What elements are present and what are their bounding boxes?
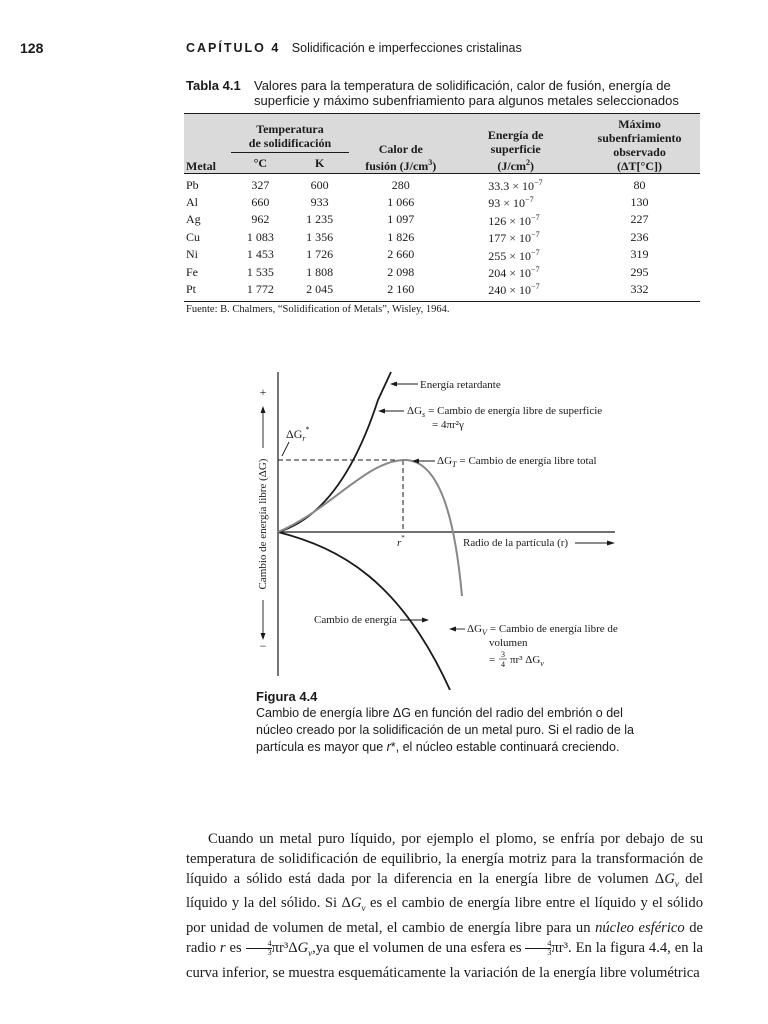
th-kelvin: K: [314, 156, 325, 170]
label-volume-frac-den: 4: [501, 660, 505, 669]
cell-metal: Fe: [186, 264, 198, 279]
th-metal: Metal: [186, 159, 216, 173]
fraction: $\frac{4}{3}$: [525, 940, 551, 957]
delta-g-star-label: $\Delta G_r^*$: [286, 425, 310, 443]
cell-heat: 1 066: [387, 194, 415, 209]
label-total-energy: $\Delta G_T$ = Cambio de energía libre total: [437, 455, 597, 469]
cell-metal: Pt: [186, 281, 197, 296]
table-caption-text: Valores para la temperatura de solidificación, calor de fusión, energía de superficie y máximo subenfriamiento para algunos metales seleccionados: [254, 78, 679, 108]
cell-celsius: 327: [251, 177, 270, 192]
cell-max: 236: [630, 229, 649, 244]
chapter-label: CAPÍTULO 4: [186, 41, 281, 55]
cell-kelvin: 600: [310, 177, 329, 192]
surface-energy-curve: [278, 372, 391, 532]
y-minus-sign: −: [259, 639, 267, 653]
cell-metal: Al: [186, 194, 198, 209]
cell-kelvin: 2 045: [306, 281, 334, 296]
arrow-head-icon: [607, 541, 615, 546]
y-axis-label: Cambio de energía libre (ΔG): [257, 458, 269, 590]
cell-celsius: 962: [251, 212, 270, 227]
cell-heat: 2 160: [387, 281, 415, 296]
cell-heat: 2 660: [387, 247, 415, 262]
body-paragraph: Cuando un metal puro líquido, por ejemplo el plomo, se enfría por debajo de su temperatura de solidificación de equilibrio, la energía motriz para la transformación de líquido a sólido está dada por la diferencia en la energía libre de volumen $\Delta G_v$ del líquido y la del sólido. Si $\Delta G_v$ es el cambio de energía libre entre el líquido y el sólido por unidad de volumen de metal, el cambio de energía libre para un núcleo esférico de radio r es $\frac{4}{3}$ $\pi r^3\Delta G_v,ya$ que el volumen de una esfera es $\frac{4}{3}$ πr³. En la figura 4.4, en la curva inferior, se muestra esquemáticamente la variación de la energía libre volumétrica: [186, 831, 703, 981]
th-temperature: Temperatura de solidificación: [231, 114, 350, 153]
figure-caption: Figura 4.4 Cambio de energía libre ΔG en función del radio del embrión o del núcleo creado por la solidificación de un metal puro. Si el radio de la partícula es mayor que r*, el núcleo estable continuará creciendo.: [256, 688, 646, 756]
cell-celsius: 1 083: [246, 229, 274, 244]
pointer-line: [282, 442, 289, 456]
cell-metal: Pb: [186, 177, 199, 192]
cell-max: 319: [630, 247, 649, 262]
arrow-head-icon: [261, 406, 266, 413]
cell-max: 295: [630, 264, 649, 279]
arrow-head-icon: [390, 382, 397, 387]
table-source: Fuente: B. Chalmers, “Solidification of Metals”, Wisley, 1964.: [186, 304, 450, 315]
th-heat: Calor de fusión $(J/cm^3)$: [365, 142, 437, 173]
cell-max: 80: [633, 177, 646, 192]
label-volume-formula-eq: =: [489, 654, 496, 666]
fraction: $\frac{4}{3}$: [246, 940, 272, 957]
th-celsius: °C: [253, 156, 268, 170]
figure-caption-text: Cambio de energía libre ΔG en función del radio del embrión o del núcleo creado por la solidificación de un metal puro. Si el radio de la partícula es mayor que: [256, 706, 635, 754]
cell-energy: $93 \times 10^{-7}$: [488, 195, 534, 211]
cell-kelvin: 1 235: [306, 212, 334, 227]
cell-energy: $177 \times 10^{-7}$: [488, 230, 540, 246]
label-energy-change: Cambio de energía: [314, 614, 397, 626]
cell-heat: 2 098: [387, 264, 415, 279]
cell-max: 130: [630, 194, 649, 209]
volume-energy-curve: [278, 532, 450, 690]
cell-metal: Ag: [186, 212, 201, 227]
label-retarding-energy: Energía retardante: [420, 379, 501, 391]
cell-metal: Ni: [186, 247, 198, 262]
label-surface-formula: = 4πr²γ: [432, 419, 464, 431]
cell-energy: $33.3 \times 10^{-7}$: [488, 178, 543, 193]
y-plus-sign: +: [259, 385, 267, 399]
table-label: Tabla 4.1: [186, 78, 241, 93]
cell-heat: 280: [391, 177, 410, 192]
cell-kelvin: 1 726: [306, 247, 334, 262]
label-volume-formula: πr³ $\Delta G_v$: [510, 654, 544, 668]
label-volume-energy: $\Delta G_V$ = Cambio de energía libre de: [467, 623, 618, 637]
cell-kelvin: 1 808: [306, 264, 334, 279]
cell-celsius: 1 453: [246, 247, 274, 262]
arrow-head-icon: [422, 618, 429, 623]
cell-energy: $255 \times 10^{-7}$: [488, 247, 540, 263]
cell-celsius: 1 772: [246, 281, 274, 296]
r-star-label: r*: [397, 534, 405, 549]
cell-energy: $126 \times 10^{-7}$: [488, 212, 540, 228]
chapter-title: Solidificación e imperfecciones cristalinas: [291, 41, 522, 55]
arrow-head-icon: [378, 409, 385, 414]
cell-heat: 1 097: [387, 212, 415, 227]
label-volume-frac-num: 3: [501, 650, 505, 659]
page-number: 128: [20, 40, 44, 56]
cell-energy: $204 \times 10^{-7}$: [488, 265, 540, 281]
cell-kelvin: 1 356: [306, 229, 334, 244]
th-energy: Energía de superficie $(J/cm^2)$: [487, 128, 544, 173]
cell-max: 227: [630, 212, 649, 227]
x-axis-label: Radio de la partícula (r): [463, 537, 569, 549]
cell-max: 332: [630, 281, 649, 296]
label-surface-energy: $\Delta G_s$ = Cambio de energía libre de superficie: [407, 405, 603, 419]
label-volume-text: volumen: [489, 637, 528, 649]
total-energy-curve: [278, 460, 462, 596]
cell-heat: 1 826: [387, 229, 415, 244]
cell-energy: $240 \times 10^{-7}$: [488, 282, 540, 298]
cell-celsius: 1 535: [246, 264, 274, 279]
cell-celsius: 660: [251, 194, 270, 209]
figure-label: Figura 4.4: [256, 689, 318, 704]
th-max-undercooling: Máximo subenfriamiento observado (ΔT[°C]): [597, 117, 682, 173]
cell-kelvin: 933: [310, 194, 329, 209]
arrow-head-icon: [449, 627, 456, 632]
cell-metal: Cu: [186, 229, 201, 244]
